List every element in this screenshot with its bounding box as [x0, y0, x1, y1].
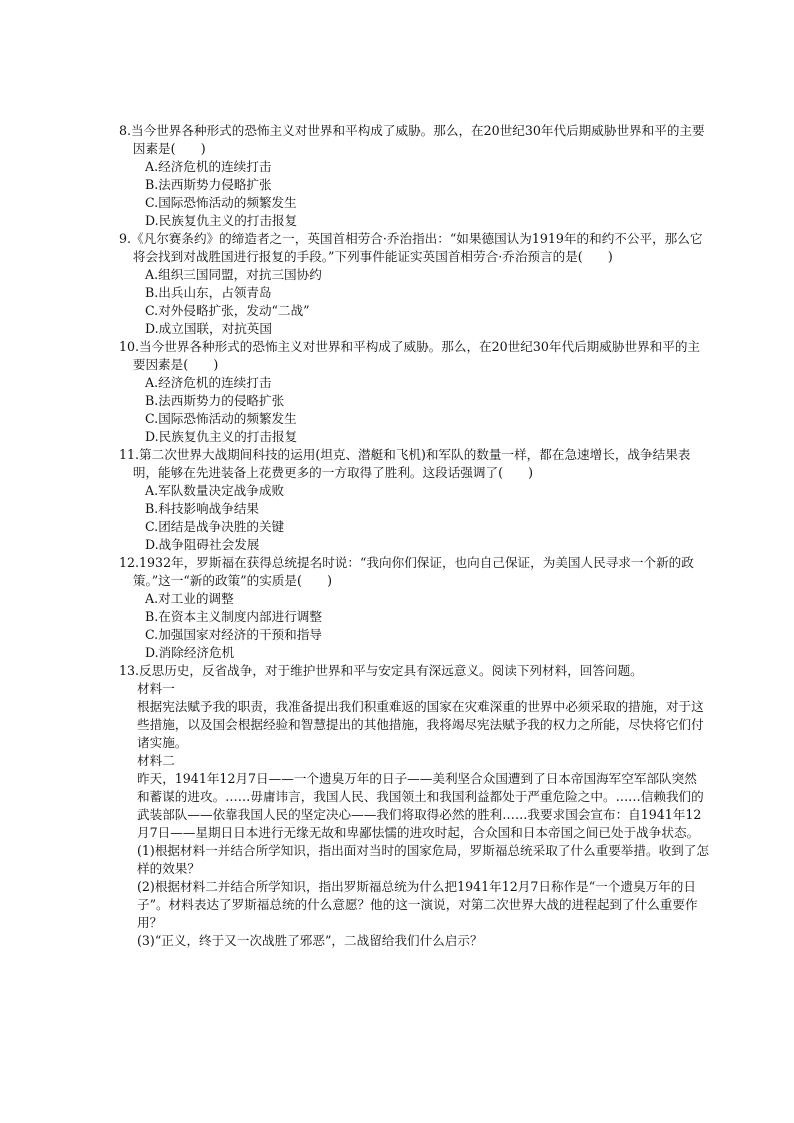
option-a: A.经济危机的连续打击	[145, 375, 272, 390]
sub-question-3: (3)“正义，终于又一次战胜了邪恶”，二战留给我们什么启示？	[137, 933, 483, 948]
option-d: D.成立国联，对抗英国	[145, 321, 272, 336]
question-stem: 12.1932年，罗斯福在获得总统提名时说：“我向你们保证，也向自己保证，为美国人民寻求一个新的政策。”这一“新的政策”的实质是( )	[119, 555, 694, 588]
option-b: B.科技影响战争结果	[145, 501, 260, 516]
option-d: D.消除经济危机	[145, 645, 235, 660]
question-stem: 11.第二次世界大战期间科技的运用(坦克、潜艇和飞机)和军队的数量一样，都在急速增长，战争结果表明，能够在先进装备上花费更多的一方取得了胜利。这段话强调了( )	[119, 447, 691, 480]
question-8	[119, 122, 709, 230]
option-a: A.组织三国同盟，对抗三国协约	[145, 267, 322, 282]
option-b: B.在资本主义制度内部进行调整	[145, 609, 322, 624]
option-d: D.战争阻碍社会发展	[145, 537, 260, 552]
option-b: B.法西斯势力的侵略扩张	[145, 393, 285, 408]
option-a: A.对工业的调整	[145, 591, 234, 606]
material-2-title: 材料二	[137, 753, 175, 768]
option-b: B.法西斯势力侵略扩张	[145, 177, 272, 192]
material-2-text: 昨天，1941年12月7日——一个遗臭万年的日子——美利坚合众国遭到了日本帝国海军空军部队突然和蓄谋的进攻。……毋庸讳言，我国人民、我国领土和我国利益都处于严重危险之中。……信赖我们的武装部队——依靠我国人民的坚定决心——我们将取得必然的胜利……我要求国会宣布：自1941年12月7日——星期日日本进行无缘无故和卑鄙怯懦的进攻时起，合众国和日本帝国之间已处于战争状态。	[137, 771, 704, 840]
question-12	[119, 554, 709, 662]
option-a: A.经济危机的连续打击	[145, 159, 272, 174]
option-a: A.军队数量决定战争成败	[145, 483, 285, 498]
question-stem: 8.当今世界各种形式的恐怖主义对世界和平构成了威胁。那么，在20世纪30年代后期威胁世界和平的主要因素是( )	[119, 123, 705, 156]
question-9	[119, 230, 709, 338]
question-stem: 10.当今世界各种形式的恐怖主义对世界和平构成了威胁。那么，在20世纪30年代后期威胁世界和平的主要因素是( )	[119, 339, 701, 372]
option-c: C.国际恐怖活动的频繁发生	[145, 411, 297, 426]
question-13	[119, 662, 709, 950]
question-stem: 9.《凡尔赛条约》的缔造者之一，英国首相劳合·乔治指出：“如果德国认为1919年的和约不公平，那么它将会找到对战胜国进行报复的手段。”下列事件能证实英国首相劳合·乔治预言的是( )	[119, 231, 703, 264]
question-11	[119, 446, 709, 554]
option-c: C.加强国家对经济的干预和指导	[145, 627, 322, 642]
exam-page	[119, 122, 709, 950]
option-c: C.国际恐怖活动的频繁发生	[145, 195, 297, 210]
material-1-text: 根据宪法赋予我的职责，我准备提出我们积重难返的国家在灾难深重的世界中必须采取的措施，对于这些措施，以及国会根据经验和智慧提出的其他措施，我将竭尽宪法赋予我的权力之所能，尽快将它们付诸实施。	[137, 699, 704, 750]
material-1-title: 材料一	[137, 681, 175, 696]
option-c: C.团结是战争决胜的关键	[145, 519, 285, 534]
sub-question-1: (1)根据材料一并结合所学知识，指出面对当时的国家危局，罗斯福总统采取了什么重要举措。收到了怎样的效果？	[137, 843, 709, 876]
sub-question-2: (2)根据材料二并结合所学知识，指出罗斯福总统为什么把1941年12月7日称作是“一个遗臭万年的日子”。材料表达了罗斯福总统的什么意愿？他的这一演说，对第二次世界大战的进程起到了什么重要作用？	[137, 879, 698, 930]
option-b: B.出兵山东，占领青岛	[145, 285, 272, 300]
option-d: D.民族复仇主义的打击报复	[145, 213, 298, 228]
option-c: C.对外侵略扩张，发动“二战”	[145, 303, 310, 318]
question-10	[119, 338, 709, 446]
question-stem: 13.反思历史，反省战争，对于维护世界和平与安定具有深远意义。阅读下列材料，回答问题。	[119, 663, 643, 678]
option-d: D.民族复仇主义的打击报复	[145, 429, 298, 444]
